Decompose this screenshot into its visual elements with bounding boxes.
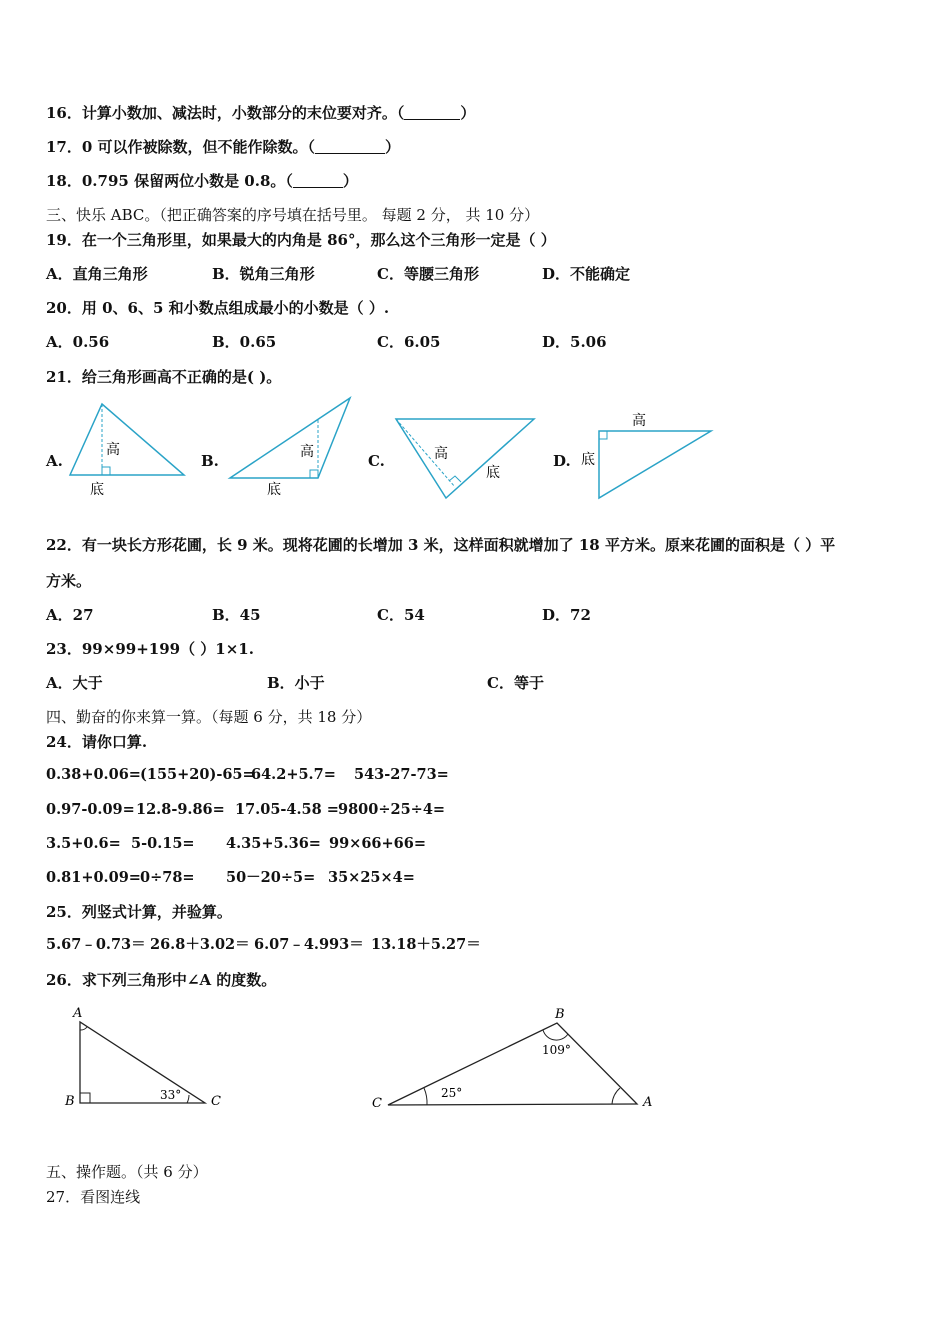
calc-item[interactable]: 17.05-4.58 = — [235, 801, 339, 818]
angle-b-label: 109° — [542, 1043, 571, 1057]
vertex-c: C — [372, 1096, 382, 1111]
calc-item[interactable]: 543-27-73= — [354, 766, 449, 783]
triangle-1 — [64, 1006, 221, 1109]
answer-blank[interactable] — [315, 139, 385, 154]
calc-item[interactable]: 4.35+5.36= — [226, 835, 321, 852]
q22-option-b[interactable]: B．45 — [212, 606, 261, 624]
question-20: 20．用 0、6、5 和小数点组成最小的小数是（ ）. — [46, 299, 390, 317]
calc-item[interactable]: 9800÷25÷4= — [338, 801, 446, 818]
calc-item[interactable]: 12.8-9.86= — [136, 801, 225, 818]
question-25: 25．列竖式计算，并验算。 — [46, 903, 232, 921]
triangle-b — [230, 398, 350, 498]
triangle-d — [581, 412, 711, 498]
vertical-calc-item[interactable]: 6.07﹣4.993＝ — [254, 936, 364, 953]
q21-label-a[interactable]: A. — [46, 452, 63, 470]
calc-item[interactable]: 50－20÷5= — [226, 869, 316, 886]
question-24: 24．请你口算. — [46, 733, 148, 751]
angle-c-label: 25° — [441, 1086, 463, 1100]
question-23: 23．99×99+199（ ）1×1. — [46, 640, 254, 658]
calc-item[interactable]: 0÷78= — [140, 869, 195, 886]
question-16: 16．计算小数加、减法时，小数部分的末位要对齐。（ ） — [46, 104, 476, 122]
q21-triangles — [0, 390, 950, 510]
answer-blank[interactable] — [404, 105, 460, 120]
q21-label-b[interactable]: B. — [201, 452, 219, 470]
q23-option-b[interactable]: B．小于 — [267, 674, 325, 692]
q21-label-c[interactable]: C. — [368, 452, 385, 470]
di-label: 底 — [486, 465, 500, 481]
q23-option-a[interactable]: A．大于 — [46, 674, 103, 692]
question-19: 19．在一个三角形里，如果最大的内角是 86°，那么这个三角形一定是（ ） — [46, 231, 556, 249]
vertical-calc-item[interactable]: 26.8＋3.02＝ — [150, 936, 250, 953]
answer-blank[interactable] — [293, 173, 343, 188]
vertex-b: B — [555, 1007, 565, 1022]
q19-option-d[interactable]: D．不能确定 — [542, 265, 631, 283]
di-label: 底 — [267, 482, 281, 498]
triangle-c — [396, 419, 534, 498]
section-4-heading: 四、勤奋的你来算一算。（每题 6 分，共 18 分） — [46, 708, 372, 726]
calc-item[interactable]: 0.38+0.06= — [46, 766, 141, 783]
vertex-c: C — [211, 1094, 221, 1109]
calc-item[interactable]: 35×25×4= — [328, 869, 415, 886]
calc-item[interactable]: 0.81+0.09= — [46, 869, 141, 886]
q19-option-b[interactable]: B．锐角三角形 — [212, 265, 315, 283]
question-27: 27．看图连线 — [46, 1188, 141, 1206]
question-17: 17．0 可以作被除数，但不能作除数。（ ） — [46, 138, 401, 156]
section-5-heading: 五、操作题。（共 6 分） — [46, 1163, 208, 1181]
question-22-cont: 方米。 — [46, 572, 92, 590]
triangle-2 — [372, 1007, 652, 1111]
q22-option-a[interactable]: A．27 — [46, 606, 94, 624]
question-21: 21．给三角形画高不正确的是( )。 — [46, 368, 282, 386]
angle-label: 33° — [160, 1088, 182, 1102]
calc-item[interactable]: 3.5+0.6= — [46, 835, 121, 852]
gao-label: 高 — [300, 444, 314, 460]
gao-label: 高 — [632, 413, 646, 429]
di-label: 底 — [581, 452, 595, 468]
question-26: 26．求下列三角形中∠A 的度数。 — [46, 971, 277, 989]
q26-triangles — [0, 1000, 950, 1130]
vertex-a: A — [73, 1006, 83, 1021]
q20-option-c[interactable]: C．6.05 — [377, 333, 441, 351]
q23-option-c[interactable]: C．等于 — [487, 674, 544, 692]
gao-label: 高 — [106, 442, 120, 458]
q20-option-d[interactable]: D．5.06 — [542, 333, 607, 351]
calc-item[interactable]: (155+20)-65= — [140, 766, 255, 783]
calc-item[interactable]: 99×66+66= — [329, 835, 426, 852]
di-label: 底 — [90, 482, 104, 498]
calc-item[interactable]: 0.97-0.09= — [46, 801, 135, 818]
q22-option-d[interactable]: D．72 — [542, 606, 591, 624]
q20-option-a[interactable]: A．0.56 — [46, 333, 110, 351]
question-22: 22．有一块长方形花圃，长 9 米。现将花圃的长增加 3 米，这样面积就增加了 18 平方米。原来花圃的面积是（ ）平 — [46, 536, 836, 554]
calc-item[interactable]: 5-0.15= — [131, 835, 195, 852]
vertical-calc-item[interactable]: 13.18＋5.27＝ — [371, 936, 481, 953]
triangle-a — [70, 404, 184, 498]
gao-label: 高 — [434, 446, 448, 462]
vertex-b: B — [65, 1094, 75, 1109]
q20-option-b[interactable]: B．0.65 — [212, 333, 277, 351]
q21-label-d[interactable]: D. — [553, 452, 571, 470]
q19-option-a[interactable]: A．直角三角形 — [46, 265, 148, 283]
vertical-calc-item[interactable]: 5.67﹣0.73＝ — [46, 936, 146, 953]
q19-option-c[interactable]: C．等腰三角形 — [377, 265, 479, 283]
q22-option-c[interactable]: C．54 — [377, 606, 425, 624]
calc-item[interactable]: 64.2+5.7= — [251, 766, 336, 783]
question-18: 18．0.795 保留两位小数是 0.8。（ ） — [46, 172, 358, 190]
vertex-a: A — [643, 1095, 653, 1110]
section-3-heading: 三、快乐 ABC。（把正确答案的序号填在括号里。 每题 2 分， 共 10 分） — [46, 206, 540, 224]
